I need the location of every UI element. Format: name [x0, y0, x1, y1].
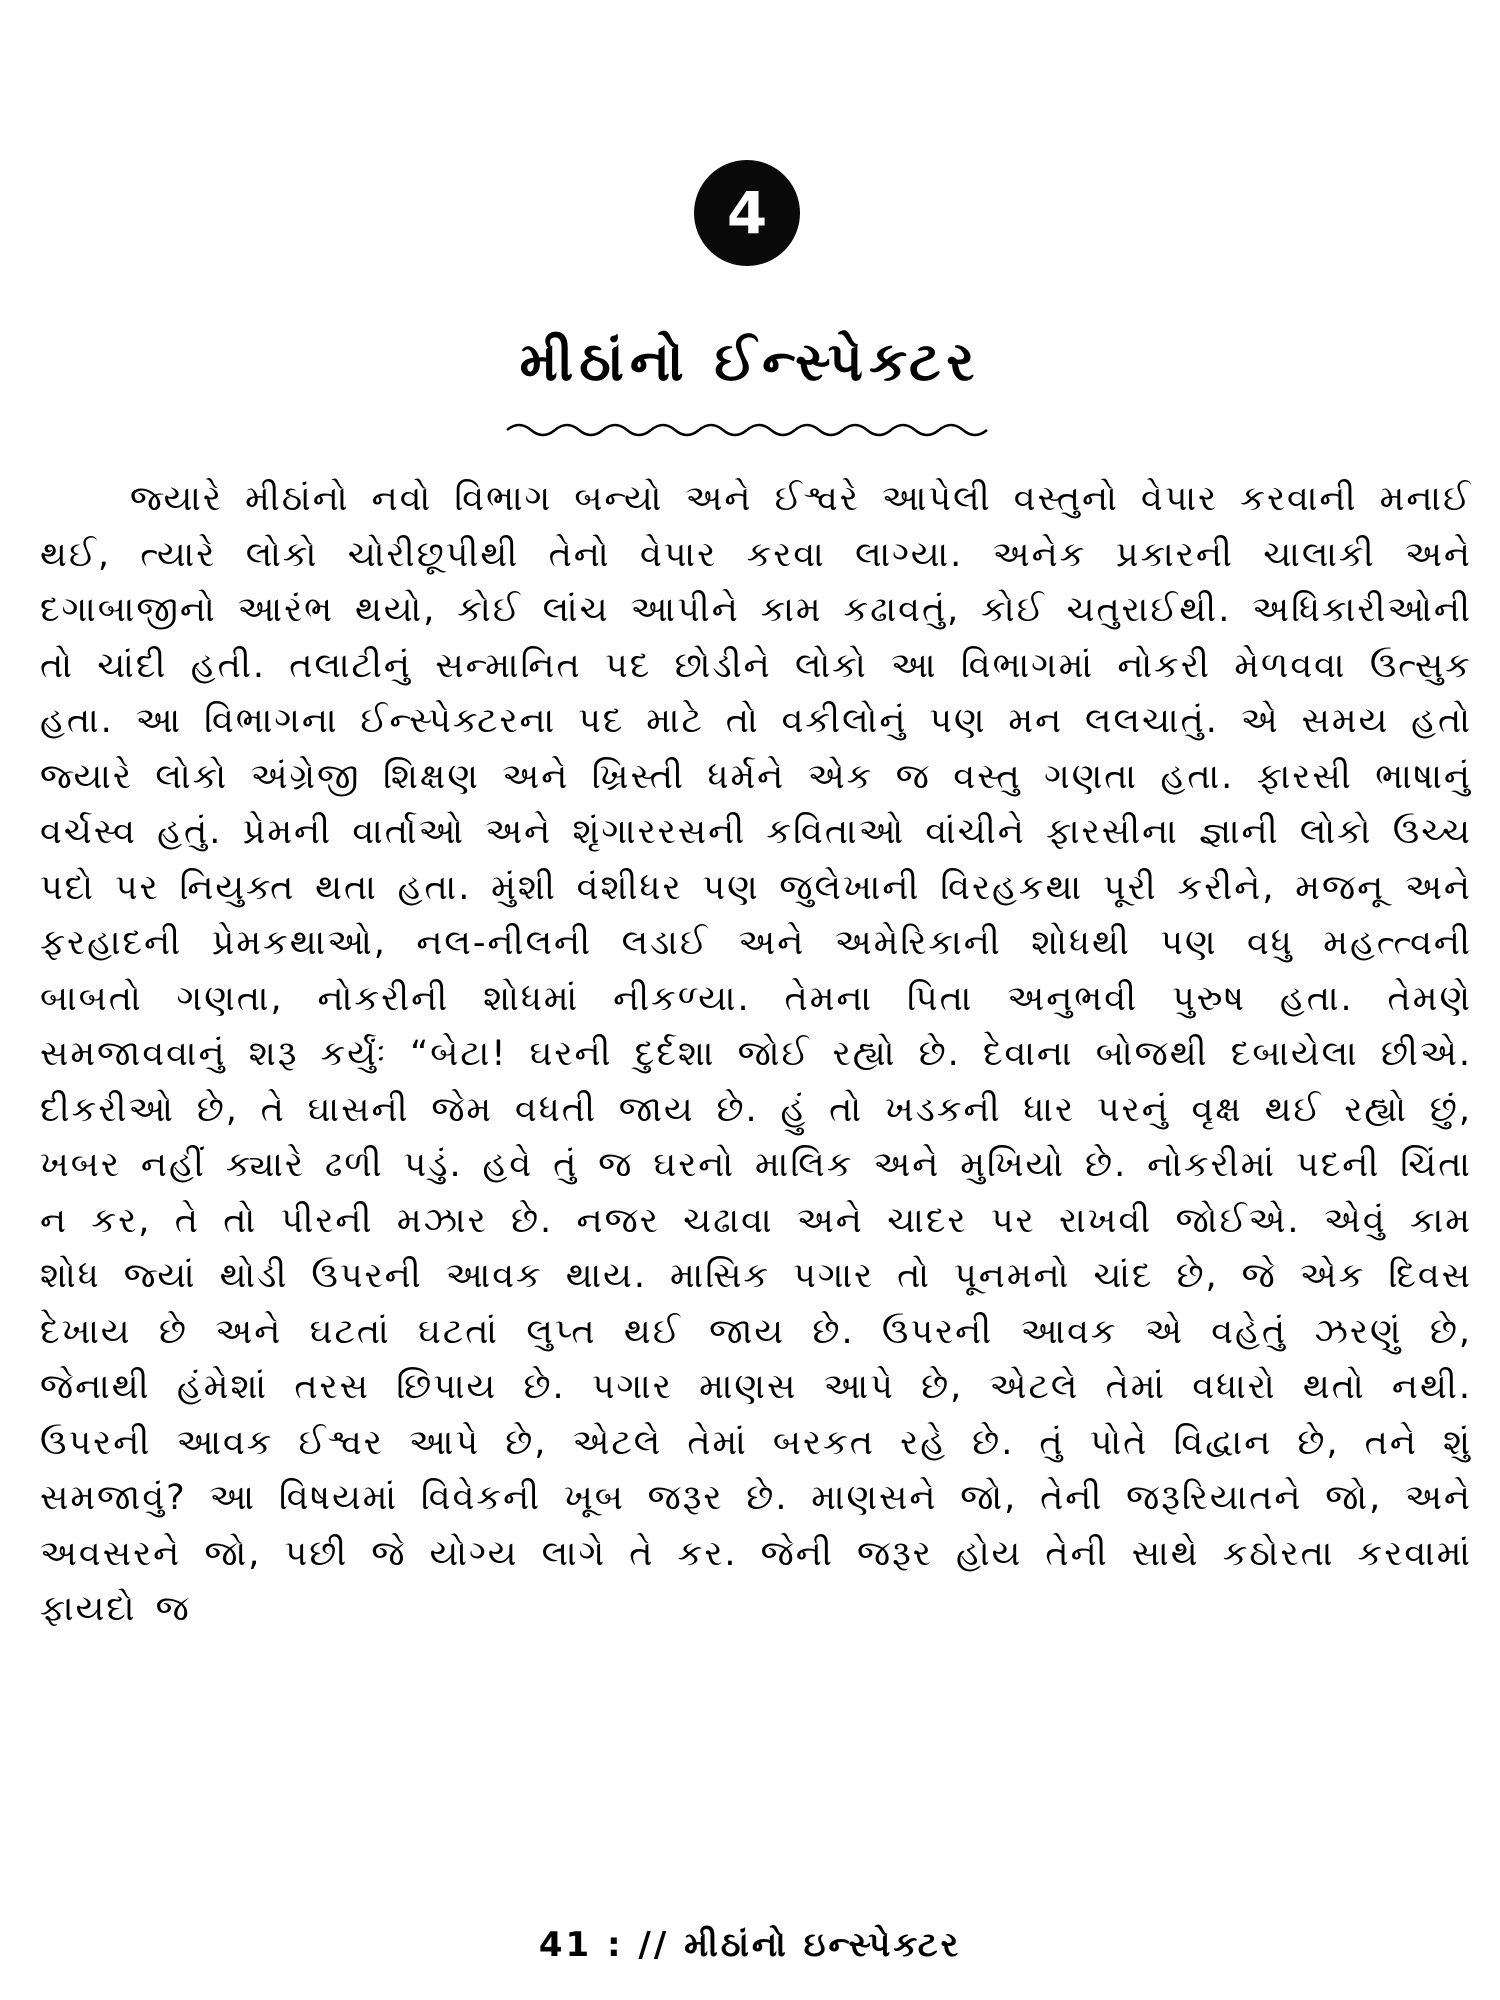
- chapter-number-badge: [694, 160, 800, 266]
- wavy-divider: [505, 418, 995, 442]
- body-text: જ્યારે મીઠાંનો નવો વિભાગ બન્યો અને ઈશ્વરે આપેલી વસ્તુનો વેપાર કરવાની મનાઈ થઈ, ત્યારે લોકો ચોરીછૂપીથી તેનો વેપાર કરવા લાગ્યા. અનેક પ્રકારની ચાલાકી અને દગાબાજીનો આરંભ થયો, કોઈ લાંચ આપીને કામ કઢાવતું, કોઈ ચતુરાઈથી. અધિકારીઓની તો ચાંદી હતી. તલાટીનું સન્માનિત પદ છોડીને લોકો આ વિભાગમાં નોકરી મેળવવા ઉત્સુક હતા. આ વિભાગના ઈન્સ્પેક્ટરના પદ માટે તો વકીલોનું પણ મન લલચાતું. એ સમય હતો જ્યારે લોકો અંગ્રેજી શિક્ષણ અને ખ્રિસ્તી ધર્મને એક જ વસ્તુ ગણતા હતા. ફારસી ભાષાનું વર્ચસ્વ હતું. પ્રેમની વાર્તાઓ અને શૃંગારરસની કવિતાઓ વાંચીને ફારસીના જ્ઞાની લોકો ઉચ્ચ પદો પર નિયુક્ત થતા હતા. મુંશી વંશીધર પણ જુલેખાની વિરહકથા પૂરી કરીને, મજનૂ અને ફરહાદની પ્રેમકથાઓ, નલ-નીલની લડાઈ અને અમેરિકાની શોધથી પણ વધુ મહત્ત્વની બાબતો ગણતા, નોકરીની શોધમાં નીકળ્યા. તેમના પિતા અનુભવી પુરુષ હતા. તેમણે સમજાવવાનું શરૂ કર્યુંઃ “બેટા! ઘરની દુર્દશા જોઈ રહ્યો છે. દેવાના બોજથી દબાયેલા છીએ. દીકરીઓ છે, તે ઘાસની જેમ વધતી જાય છે. હું તો ખડકની ધાર પરનું વૃક્ષ થઈ રહ્યો છું, ખબર નહીં ક્યારે ઢળી પડું. હવે તું જ ઘરનો માલિક અને મુખિયો છે. નોકરીમાં પદની ચિંતા ન કર, તે તો પીરની મઝાર છે. નજર ચઢાવા અને ચાદર પર રાખવી જોઈએ. એવું કામ શોધ જ્યાં થોડી ઉપરની આવક થાય. માસિક પગાર તો પૂનમનો ચાંદ છે, જે એક દિવસ દેખાય છે અને ઘટતાં ઘટતાં લુપ્ત થઈ જાય છે. ઉપરની આવક એ વહેતું ઝરણું છે, જેનાથી હંમેશાં તરસ છિપાય છે. પગાર માણસ આપે છે, એટલે તેમાં વધારો થતો નથી. ઉપરની આવક ઈશ્વર આપે છે, એટલે તેમાં બરકત રહે છે. તું પોતે વિદ્વાન છે, તને શું સમજાવું? આ વિષયમાં વિવેકની ખૂબ જરૂર છે. માણસને જો, તેની જરૂરિયાતને જો, અને અવસરને જો, પછી જે યોગ્ય લાગે તે કર. જેની જરૂર હોય તેની સાથે કઠોરતા કરવામાં ફાયદો જ: [40, 479, 1472, 1629]
- chapter-number: 4: [726, 179, 768, 247]
- page-footer: 41 : // મીઠાંનો ઇન્સ્પેક્ટર: [538, 1925, 962, 1965]
- body-paragraph: [40, 472, 1472, 1638]
- chapter-title: મીઠાંનો ઈન્સ્પેક્ટર: [519, 330, 981, 393]
